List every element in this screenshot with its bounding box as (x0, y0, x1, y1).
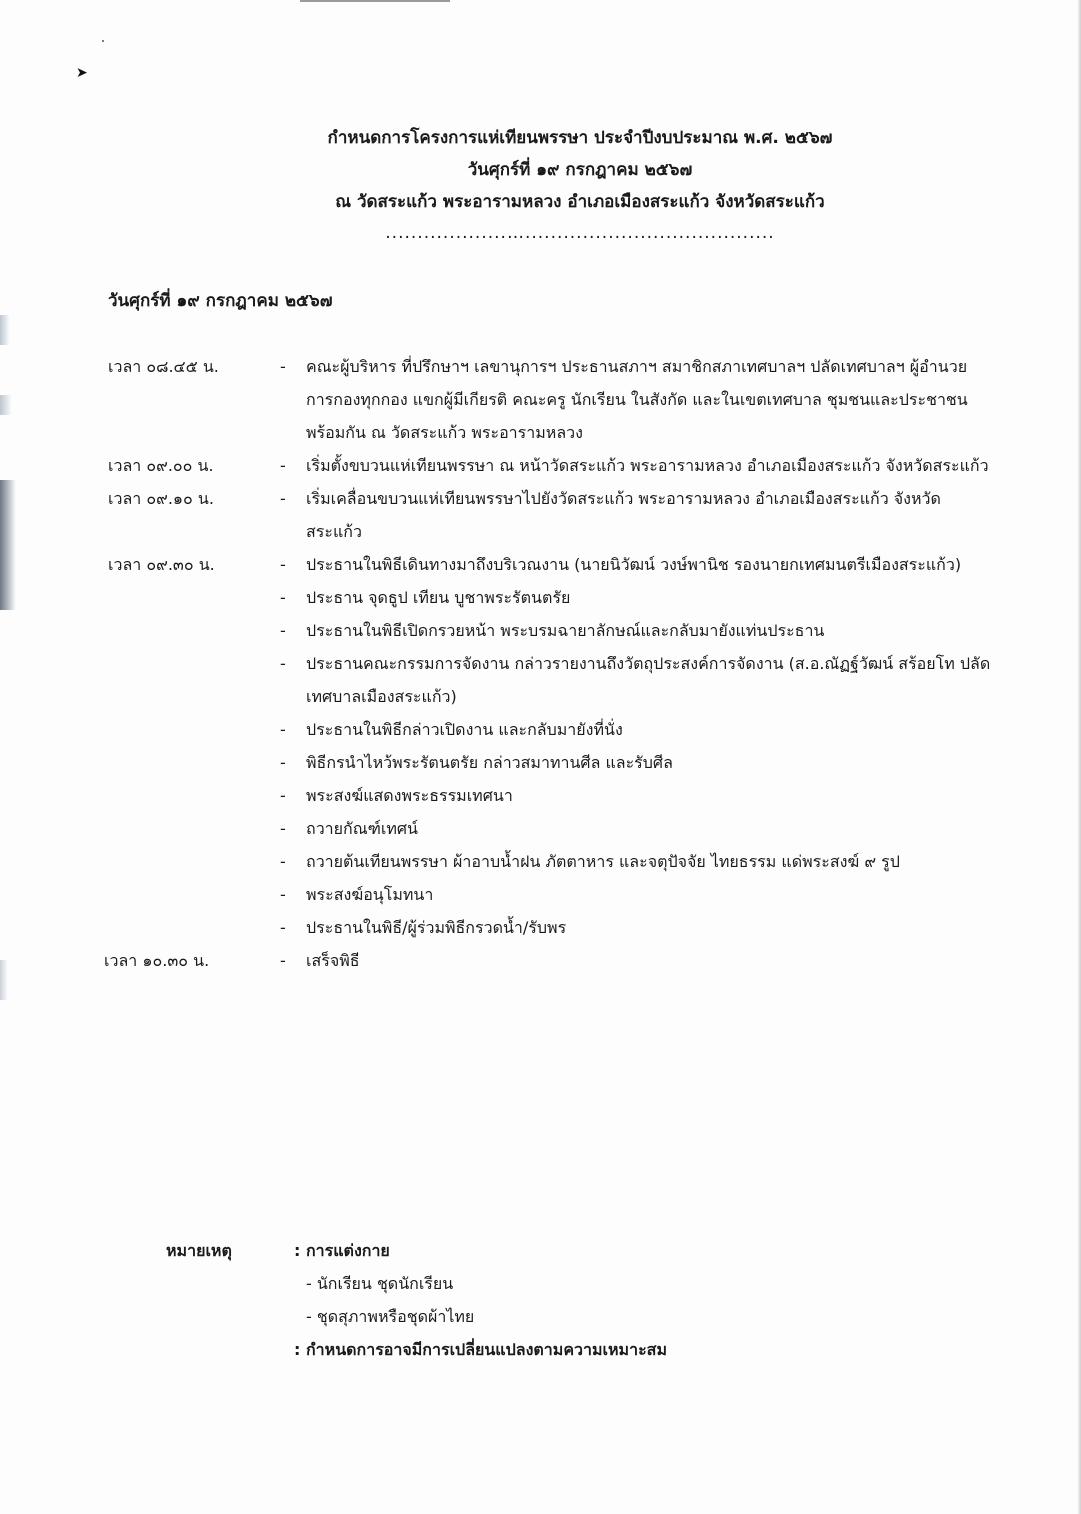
document-header (0, 122, 1081, 246)
schedule-date-heading: วันศุกร์ที่ ๑๙ กรกฎาคม ๒๕๖๗ (108, 291, 333, 311)
schedule-item (108, 746, 1008, 779)
bullet-dash: - (280, 885, 286, 904)
schedule-item (108, 482, 1008, 548)
schedule-item-text: ถวายกัณฑ์เทศน์ (306, 819, 418, 838)
schedule-item-text: พิธีกรนำไหว้พระรัตนตรัย กล่าวสมาทานศีล และรับศีล (306, 753, 673, 772)
bullet-dash: - (280, 357, 286, 376)
schedule-time: เวลา ๐๙.๓๐ น. (108, 555, 215, 574)
header-separator: ...................…....................................... (385, 223, 775, 243)
schedule-item-text: พระสงฆ์แสดงพระธรรมเทศนา (306, 786, 513, 805)
schedule-item-text: เริ่มตั้งขบวนแห่เทียนพรรษา ณ หน้าวัดสระแก้ว พระอารามหลวง อำเภอเมืองสระแก้ว จังหวัดสระแก้ว (306, 456, 989, 475)
scan-edge-left (0, 960, 8, 1000)
bullet-dash: - (280, 918, 286, 937)
schedule-item (108, 449, 1008, 482)
scan-edge-left (0, 315, 10, 345)
dress-code-student: - นักเรียน ชุดนักเรียน (306, 1274, 454, 1293)
bullet-dash: - (280, 489, 286, 508)
schedule-item-text: เสร็จพิธี (306, 951, 360, 970)
schedule-item-text: ประธานในพิธีเปิดกรวยหน้า พระบรมฉายาลักษณ์และกลับมายังแท่นประธาน (306, 621, 825, 640)
schedule-item-text: ประธาน จุดธูป เทียน บูชาพระรัตนตรัย (306, 588, 571, 607)
bullet-dash: - (280, 951, 286, 970)
schedule-row (104, 944, 1008, 977)
schedule-item (108, 581, 1008, 614)
schedule-row (108, 449, 1008, 482)
schedule-item-text: พระสงฆ์อนุโมทนา (306, 885, 434, 904)
schedule-item-text: ประธานคณะกรรมการจัดงาน กล่าวรายงานถึงวัตถุประสงค์การจัดงาน (ส.อ.ณัฏฐ์วัฒน์ สร้อยโท ปลัดเทศบาลเมืองสระแก้ว) (306, 654, 991, 706)
schedule-item (108, 911, 1008, 944)
bullet-dash: - (280, 456, 286, 475)
bullet-dash: - (280, 555, 286, 574)
schedule-row (108, 548, 1008, 944)
scan-edge-left (0, 480, 16, 610)
schedule-item-text: ถวายต้นเทียนพรรษา ผ้าอาบน้ำฝน ภัตตาหาร และจตุปัจจัย ไทยธรรม แด่พระสงฆ์ ๙ รูป (306, 852, 900, 871)
schedule-item-text: เริ่มเคลื่อนขบวนแห่เทียนพรรษาไปยังวัดสระแก้ว พระอารามหลวง อำเภอเมืองสระแก้ว จังหวัดสระแก้ว (306, 489, 941, 541)
bullet-dash: - (280, 588, 286, 607)
bullet-dash: - (280, 819, 286, 838)
schedule-item-text: ประธานในพิธีเดินทางมาถึงบริเวณงาน (นายนิวัฒน์ วงษ์พานิช รองนายกเทศมนตรีเมืองสระแก้ว) (306, 555, 962, 574)
schedule-item-text: ประธานในพิธีกล่าวเปิดงาน และกลับมายังที่นั่ง (306, 720, 623, 739)
schedule-item (108, 845, 1008, 878)
bullet-dash: - (280, 852, 286, 871)
bullet-dash: - (280, 654, 286, 673)
header-date: วันศุกร์ที่ ๑๙ กรกฎาคม ๒๕๖๗ (467, 160, 693, 180)
header-title: กำหนดการโครงการแห่เทียนพรรษา ประจำปีงบประมาณ พ.ศ. ๒๕๖๗ (327, 128, 833, 148)
schedule-item (108, 647, 1008, 713)
schedule-item (108, 878, 1008, 911)
schedule-row (108, 482, 1008, 548)
schedule-time: เวลา ๑๐.๓๐ น. (104, 951, 210, 970)
scan-speck (102, 40, 104, 42)
scan-edge-top (300, 0, 450, 2)
notes-label: หมายเหตุ (166, 1241, 232, 1260)
schedule-change-notice: : กำหนดการอาจมีการเปลี่ยนแปลงตามความเหมาะสม (294, 1340, 667, 1359)
schedule-item-text: ประธานในพิธี/ผู้ร่วมพิธีกรวดน้ำ/รับพร (306, 918, 567, 937)
schedule-time: เวลา ๐๘.๔๕ น. (108, 357, 219, 376)
bullet-dash: - (280, 786, 286, 805)
header-location: ณ วัดสระแก้ว พระอารามหลวง อำเภอเมืองสระแก้ว จังหวัดสระแก้ว (335, 192, 825, 212)
schedule-item (108, 812, 1008, 845)
bullet-dash: - (280, 753, 286, 772)
schedule-item (108, 614, 1008, 647)
notes-body (294, 1234, 894, 1366)
schedule-item (108, 944, 1008, 977)
bullet-dash: - (280, 720, 286, 739)
bullet-dash: - (280, 621, 286, 640)
schedule-item (108, 548, 1008, 581)
schedule-item (108, 713, 1008, 746)
schedule-item-text: คณะผู้บริหาร ที่ปรึกษาฯ เลขานุการฯ ประธานสภาฯ สมาชิกสภาเทศบาลฯ ปลัดเทศบาลฯ ผู้อำนวยการกองทุกกอง แขกผู้มีเกียรติ คณะครู นักเรียน ในสังกัด และในเขตเทศบาล ชุมชนและประชาชน พร้อมกัน ณ วัดสระแก้ว พระอารามหลวง (306, 357, 968, 442)
schedule-item (108, 350, 1008, 449)
schedule-time: เวลา ๐๙.๑๐ น. (108, 489, 214, 508)
schedule-row (108, 350, 1008, 449)
scan-mark: ➤ (76, 65, 88, 81)
schedule-item (108, 779, 1008, 812)
dress-code-general: - ชุดสุภาพหรือชุดผ้าไทย (306, 1307, 475, 1326)
scan-edge-left (0, 395, 12, 415)
dress-code-heading: : การแต่งกาย (294, 1241, 390, 1260)
schedule (104, 350, 1008, 977)
schedule-time: เวลา ๐๙.๐๐ น. (108, 456, 214, 475)
